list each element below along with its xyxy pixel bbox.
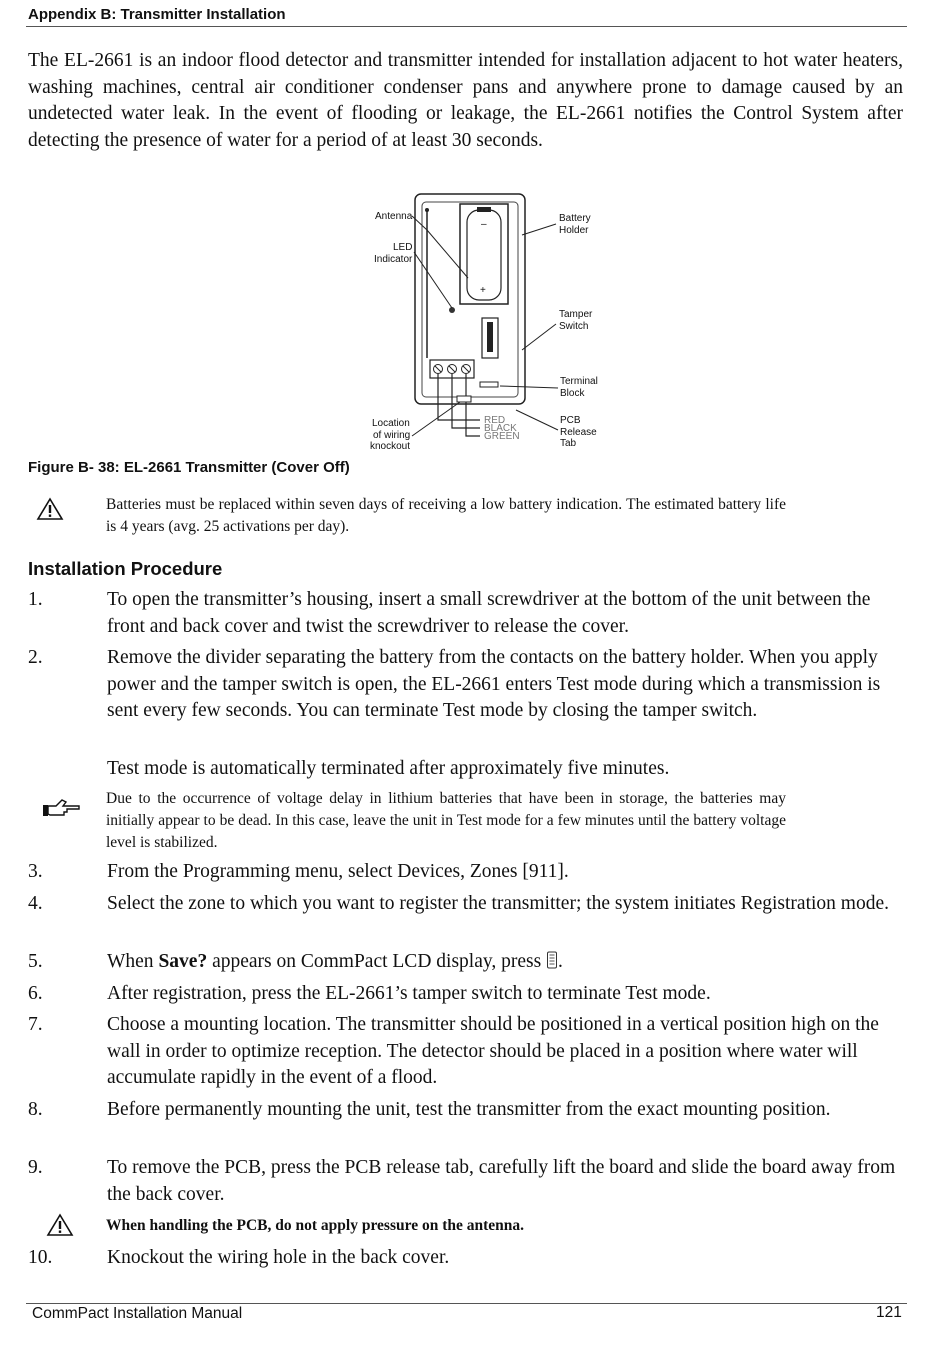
step-text: Test mode is automatically terminated after approximately five minutes. xyxy=(107,758,670,779)
step-number: 3. xyxy=(28,861,43,882)
warning-triangle-icon xyxy=(36,497,64,526)
figure-caption: Figure B- 38: EL-2661 Transmitter (Cover Off) xyxy=(28,459,350,476)
wiring-knockout xyxy=(457,396,471,402)
pcb-warning-note: When handling the PCB, do not apply pressure on the antenna. xyxy=(106,1217,525,1234)
battery-note: Batteries must be replaced within seven days of receiving a low battery indication. The estimated battery life is 4 years (avg. 25 activations per day). xyxy=(106,496,786,535)
key-icon xyxy=(546,951,558,978)
label-knockout-3: knockout xyxy=(370,441,411,452)
step-number: 8. xyxy=(28,1099,43,1120)
step-text-part: When xyxy=(107,951,159,972)
step-number: 9. xyxy=(28,1157,43,1178)
step-number: 1. xyxy=(28,589,43,610)
step-text: From the Programming menu, select Devices, Zones [911]. xyxy=(107,861,569,882)
transmitter-figure xyxy=(360,190,620,465)
battery-minus-label: – xyxy=(481,219,487,230)
step-text: Choose a mounting location. The transmitter should be positioned in a vertical position high on the wall in order to optimize reception. The detector should be placed in a position where water will accumulate rapidly in the event of a flood. xyxy=(107,1014,879,1088)
label-antenna: Antenna xyxy=(375,211,413,222)
header-rule xyxy=(26,26,907,27)
step-text: Knockout the wiring hole in the back cover. xyxy=(107,1247,450,1268)
step-number: 6. xyxy=(28,983,43,1004)
footer-manual-title: CommPact Installation Manual xyxy=(32,1305,243,1322)
label-knockout-1: Location xyxy=(372,418,410,429)
page-header-title: Appendix B: Transmitter Installation xyxy=(28,6,286,23)
tamper-plunger xyxy=(487,322,493,352)
step-text: Select the zone to which you want to register the transmitter; the system initiates Registration mode. xyxy=(107,893,889,914)
step-number: 4. xyxy=(28,893,43,914)
pcb-release-tab xyxy=(480,382,498,387)
label-led-1: LED xyxy=(393,242,413,253)
step-text: After registration, press the EL-2661’s tamper switch to terminate Test mode. xyxy=(107,983,711,1004)
page-number: 121 xyxy=(876,1304,902,1321)
label-pcb-2: Release xyxy=(560,427,597,438)
step-number: 7. xyxy=(28,1014,43,1035)
label-led-2: Indicator xyxy=(374,254,413,265)
label-pcb-3: Tab xyxy=(560,438,577,449)
warning-triangle-icon xyxy=(46,1213,74,1242)
save-prompt-text: Save? xyxy=(158,951,208,972)
battery-top-cap xyxy=(477,207,491,212)
label-terminal-1: Terminal xyxy=(560,376,598,387)
step-text: Before permanently mounting the unit, test the transmitter from the exact mounting position. xyxy=(107,1099,831,1120)
label-battery-2: Holder xyxy=(559,225,589,236)
label-knockout-2: of wiring xyxy=(373,430,411,441)
label-tamper-2: Switch xyxy=(559,321,589,332)
step-number: 2. xyxy=(28,647,43,668)
wire-green-label: GREEN xyxy=(484,431,520,442)
transmitter-diagram xyxy=(360,190,620,465)
footer-rule xyxy=(26,1303,907,1304)
label-terminal-2: Block xyxy=(560,388,585,399)
intro-paragraph: The EL-2661 is an indoor flood detector and transmitter intended for installation adjacent to hot water heaters, washing machines, central air conditioner condenser pans and anywhere prone to damage caused by an undetected water leak. In the event of flooding or leakage, the EL-2661 notifies the Control System after detecting the presence of water for a period of at least 30 seconds. xyxy=(28,50,903,151)
antenna-tip xyxy=(425,208,429,212)
wire-black-label: BLACK xyxy=(484,423,517,434)
step-text-part: . xyxy=(558,951,563,972)
step-number: 5. xyxy=(28,951,43,972)
lithium-note: Due to the occurrence of voltage delay in lithium batteries that have been in storage, the batteries may initially appear to be dead. In this case, leave the unit in Test mode for a few minutes until the battery voltage level is stabilized. xyxy=(106,790,786,851)
label-tamper-1: Tamper xyxy=(559,309,593,320)
step-text-part: appears on CommPact LCD display, press xyxy=(207,951,547,972)
step-text: To open the transmitter’s housing, insert a small screwdriver at the bottom of the unit between the front and back cover and twist the screwdriver to release the cover. xyxy=(107,589,871,637)
label-battery-1: Battery xyxy=(559,213,591,224)
label-pcb-1: PCB xyxy=(560,415,581,426)
battery-plus-label: + xyxy=(480,285,486,296)
step-number: 10. xyxy=(28,1247,53,1268)
step-text: To remove the PCB, press the PCB release tab, carefully lift the board and slide the board away from the back cover. xyxy=(107,1157,896,1205)
pointing-hand-icon xyxy=(42,796,82,823)
step-text: Remove the divider separating the battery from the contacts on the battery holder. When you apply power and the tamper switch is open, the EL-2661 enters Test mode during which a transmission is sent every few seconds. You can terminate Test mode by closing the tamper switch. xyxy=(107,647,881,721)
step-text xyxy=(107,949,897,978)
wire-red-label: RED xyxy=(484,415,506,426)
section-title: Installation Procedure xyxy=(28,558,223,579)
